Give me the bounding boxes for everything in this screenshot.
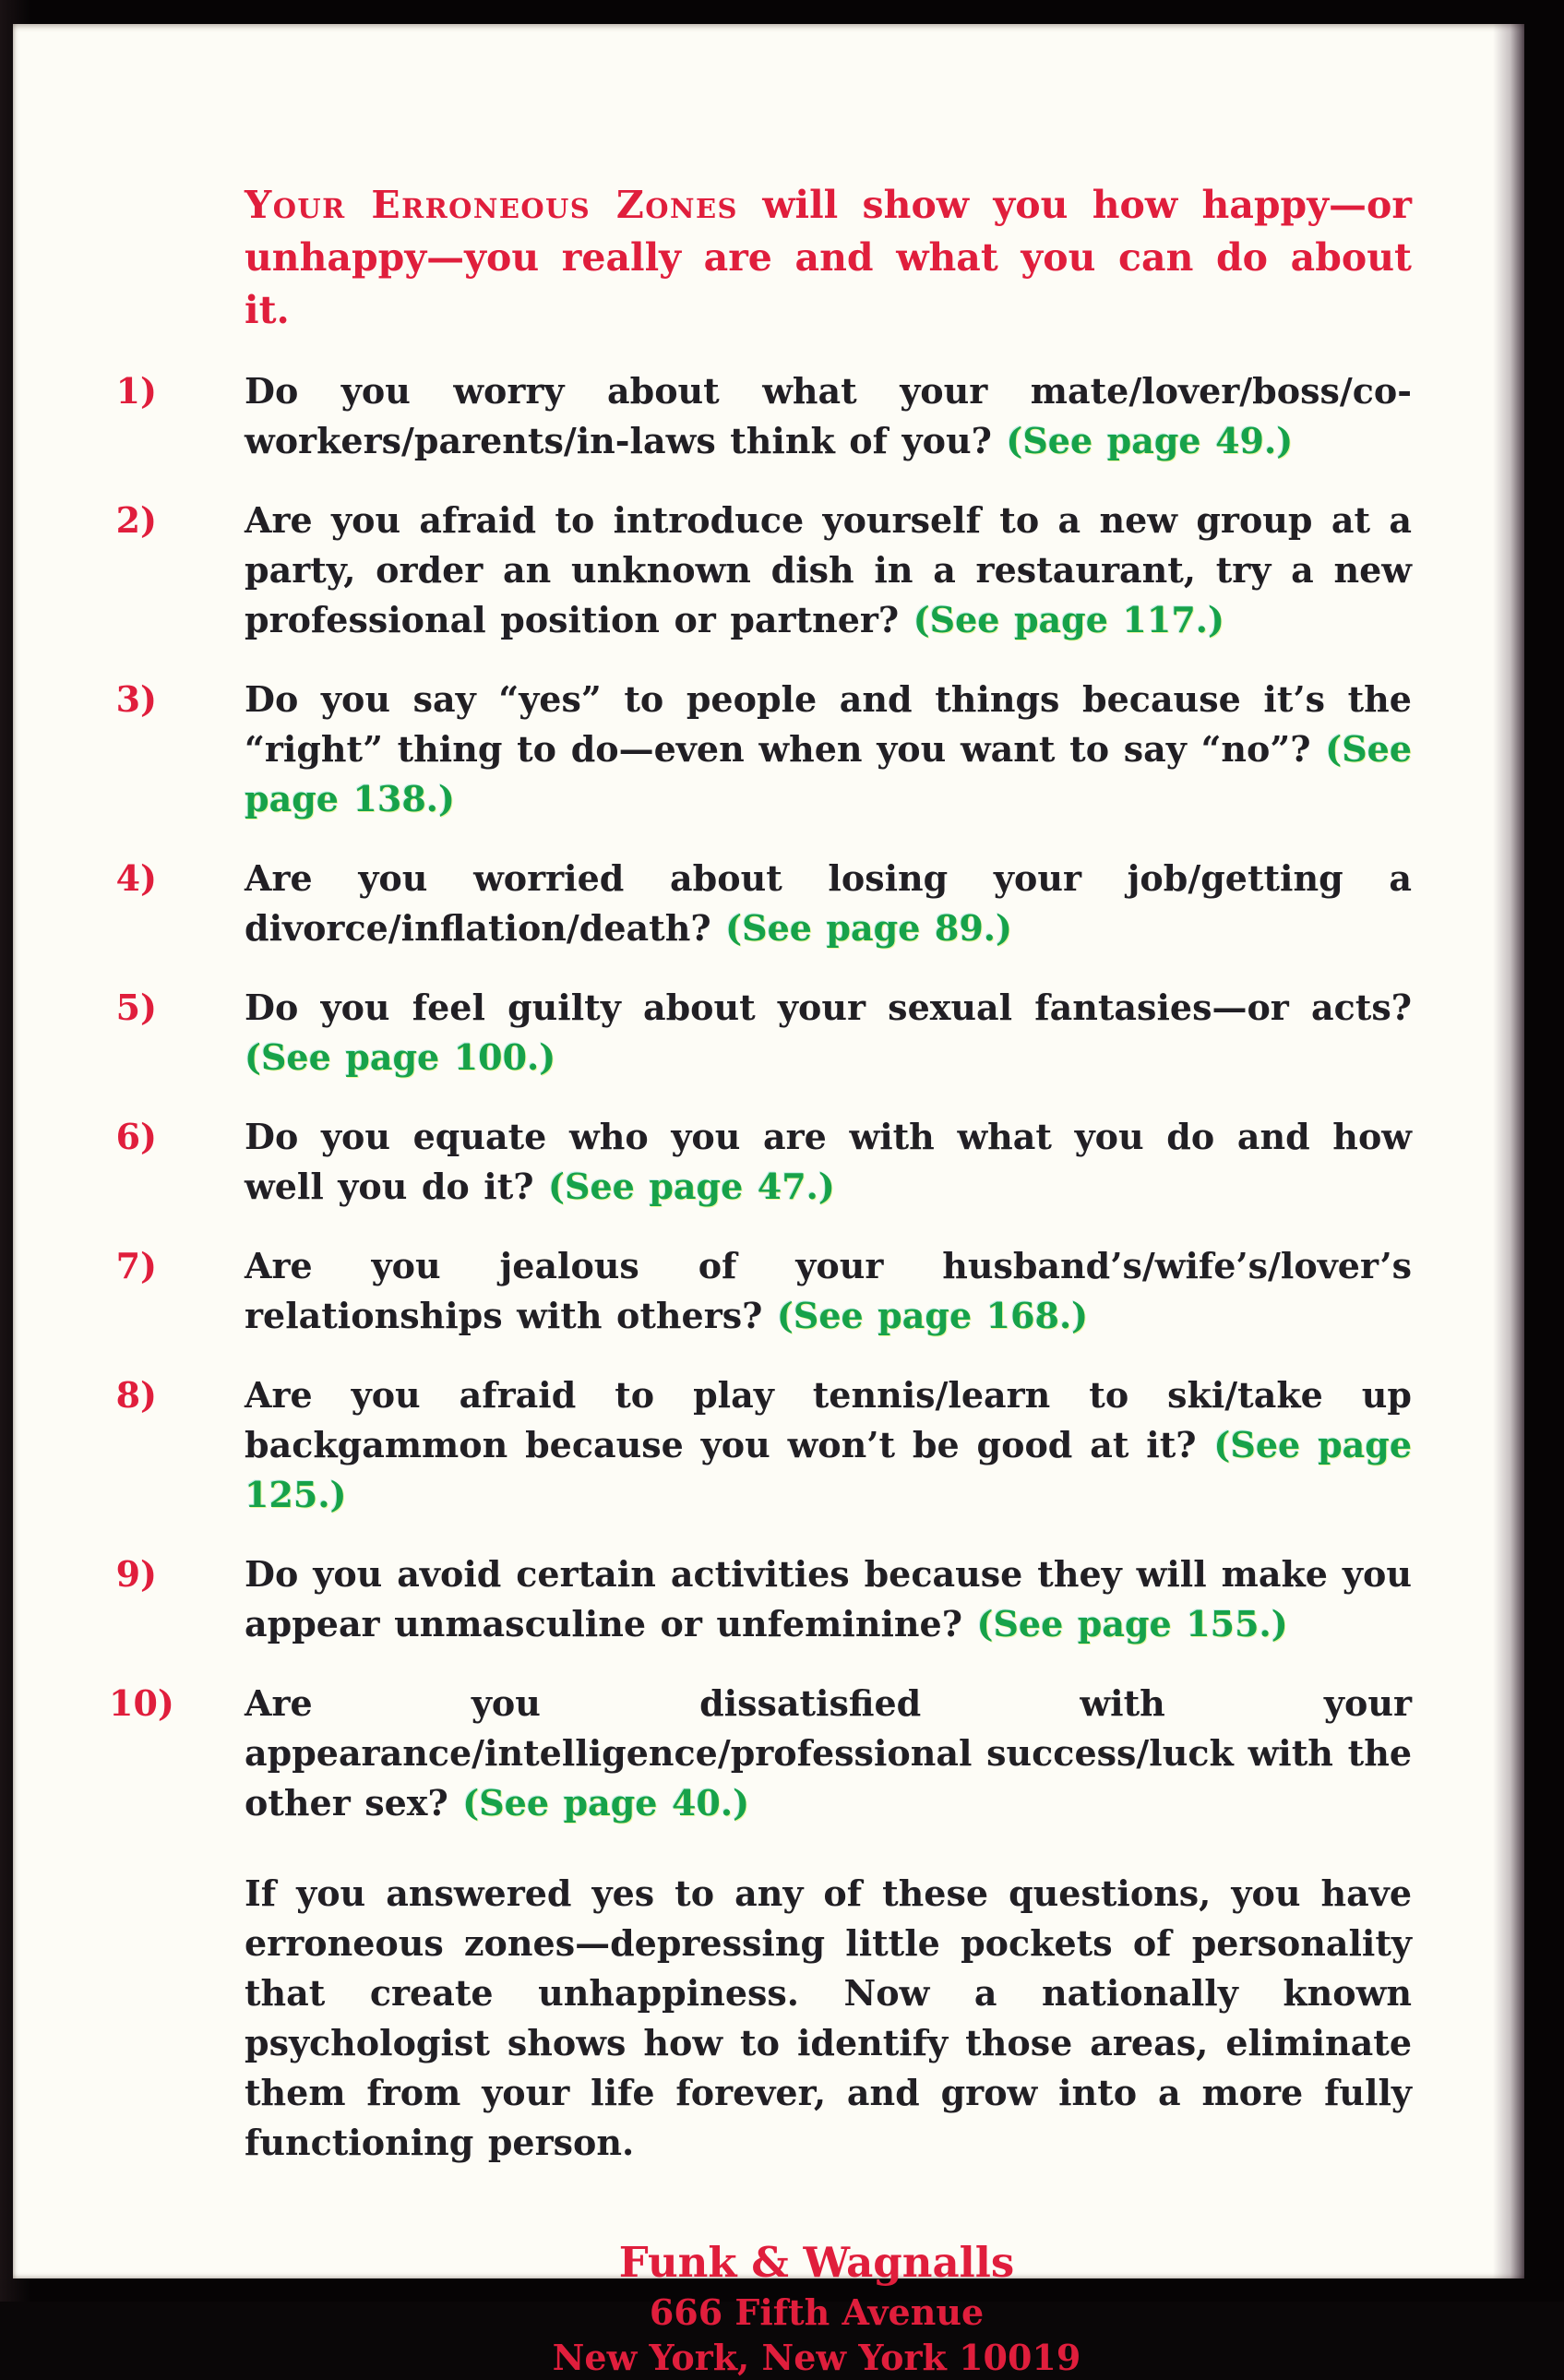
question-item xyxy=(109,1112,1524,1212)
question-list xyxy=(109,366,1524,1828)
question-number: 8) xyxy=(115,1374,157,1416)
publisher-block xyxy=(109,2236,1524,2380)
question-text xyxy=(245,1370,1412,1520)
question-body: Are you worried about losing your job/getting a divorce/inflation/death? xyxy=(245,857,1412,949)
question-item xyxy=(109,1370,1524,1520)
see-page-reference: (See page 100.) xyxy=(245,1036,556,1078)
question-text xyxy=(245,1679,1412,1828)
question-text xyxy=(245,1112,1412,1212)
question-body: Are you afraid to play tennis/learn to ski/take up backgammon because you won’t be good at it? xyxy=(245,1374,1412,1465)
question-text xyxy=(245,496,1412,645)
see-page-reference: (See page 49.) xyxy=(1006,420,1294,461)
see-page-reference: (See page 40.) xyxy=(462,1782,750,1824)
question-item xyxy=(109,1679,1524,1828)
question-text xyxy=(245,983,1412,1082)
intro-headline xyxy=(245,179,1412,337)
question-text xyxy=(245,1549,1412,1649)
publisher-name: Funk & Wagnalls xyxy=(618,2238,1015,2287)
question-item xyxy=(109,366,1524,466)
question-text xyxy=(245,675,1412,824)
question-number: 5) xyxy=(115,987,157,1028)
question-number: 9) xyxy=(115,1553,157,1595)
closing-paragraph: If you answered yes to any of these questions, you have erroneous zones—depressing little pockets of personality that create unhappiness. Now a nationally known psychologist shows how to identify those areas, eliminate them from your life forever, and grow into a more fully functioning person. xyxy=(245,1872,1412,2163)
see-page-reference: (See page 155.) xyxy=(976,1603,1288,1644)
book-back-cover xyxy=(13,24,1524,2378)
intro-headline-rest: will show you how happy—or unhappy—you really are and what you can do about it. xyxy=(245,183,1412,332)
question-item xyxy=(109,496,1524,645)
publisher-street-address: 666 Fifth Avenue xyxy=(649,2291,985,2333)
question-body: Are you afraid to introduce yourself to a new group at a party, order an unknown dish in a restaurant, try a new professional position or partner? xyxy=(245,499,1412,640)
see-page-reference: (See page 117.) xyxy=(913,599,1224,640)
question-text xyxy=(245,1241,1412,1341)
see-page-reference: (See page 168.) xyxy=(776,1295,1089,1336)
question-number: 10) xyxy=(109,1682,174,1724)
question-body: Do you feel guilty about your sexual fantasies—or acts? xyxy=(245,987,1412,1028)
cover-content xyxy=(13,24,1524,2380)
book-title: Your Erroneous Zones xyxy=(245,183,738,227)
question-body: Do you say “yes” to people and things because it’s the “right” thing to do—even when you want to say “no”? xyxy=(245,678,1412,770)
question-body: Are you jealous of your husband’s/wife’s/lover’s relationships with others? xyxy=(245,1245,1412,1336)
question-body: Do you equate who you are with what you do and how well you do it? xyxy=(245,1116,1412,1207)
question-number: 1) xyxy=(115,370,157,412)
question-item xyxy=(109,675,1524,824)
question-item xyxy=(109,983,1524,1082)
see-page-reference: (See page 47.) xyxy=(548,1166,835,1207)
question-number: 4) xyxy=(115,857,157,899)
question-text xyxy=(245,854,1412,953)
question-number: 3) xyxy=(115,678,157,720)
see-page-reference: (See page 138.) xyxy=(245,728,1413,819)
question-item xyxy=(109,1549,1524,1649)
question-item xyxy=(109,854,1524,953)
question-body: Do you worry about what your mate/lover/boss/co-workers/parents/in-laws think of you? xyxy=(245,370,1412,461)
see-page-reference: (See page 89.) xyxy=(725,907,1012,949)
question-number: 7) xyxy=(115,1245,157,1286)
question-body: Are you dissatisfied with your appearance/intelligence/professional success/luck with the other sex? xyxy=(245,1682,1412,1824)
publisher-city-address: New York, New York 10019 xyxy=(552,2337,1081,2378)
see-page-reference: (See page 125.) xyxy=(245,1424,1413,1515)
question-body: Do you avoid certain activities because they will make you appear unmasculine or unfeminine? xyxy=(245,1553,1412,1644)
question-text xyxy=(245,366,1412,466)
question-number: 6) xyxy=(115,1116,157,1157)
question-number: 2) xyxy=(115,499,157,541)
question-item xyxy=(109,1241,1524,1341)
